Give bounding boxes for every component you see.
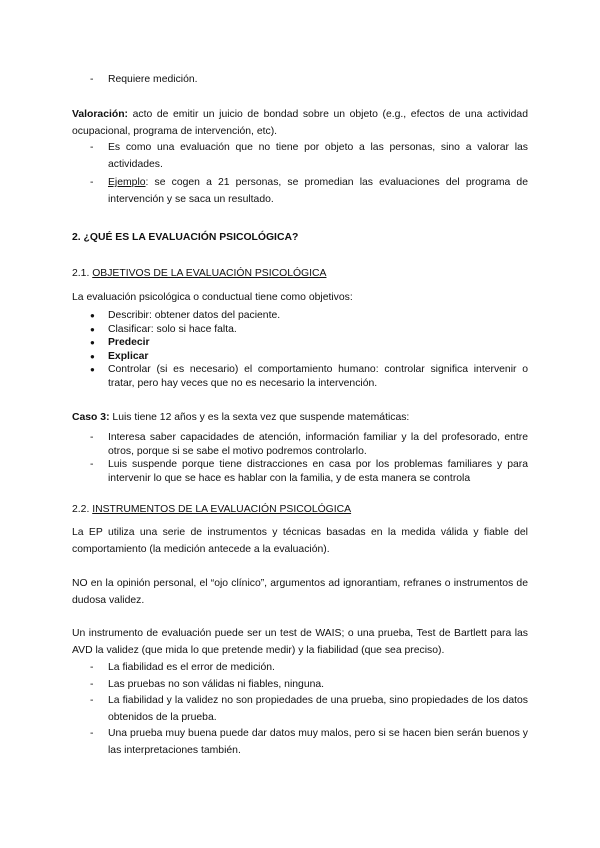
list-item-text: Luis suspende porque tiene distracciones en casa por los problemas familiares y para intervenir lo que se hace es hablar con la familia, y de esta manera se controla — [108, 459, 528, 484]
list-item — [72, 175, 528, 208]
list-item-text: Predecir — [108, 337, 150, 348]
list-item — [72, 726, 528, 759]
example-label: Ejemplo — [108, 177, 146, 188]
subsection-number: 2.1. — [72, 268, 93, 279]
objetivos-list — [72, 309, 528, 390]
objetivos-intro: La evaluación psicológica o conductual tiene como objetivos: — [72, 292, 353, 303]
caso3-paragraph — [72, 410, 528, 427]
list-item — [72, 431, 528, 458]
list-item-text: Requiere medición. — [108, 74, 198, 85]
section-heading: 2. ¿QUÉ ES LA EVALUACIÓN PSICOLÓGICA? — [72, 232, 299, 243]
list-item-text: Explicar — [108, 350, 149, 362]
subsection-heading-2-1 — [72, 266, 528, 283]
list-item-text: Clasificar: solo si hace falta. — [108, 323, 237, 335]
list-item-text: Interesa saber capacidades de atención, información familiar y la del profesorado, entre otros, porque si se sabe el motivo podremos controlarlo. — [108, 432, 528, 457]
top-list — [72, 72, 528, 89]
list-item — [72, 72, 528, 89]
list-item — [72, 323, 528, 337]
list-item — [72, 350, 528, 364]
list-item — [72, 660, 528, 677]
list-item — [72, 677, 528, 694]
list-item-text: Es como una evaluación que no tiene por objeto a las personas, sino a valorar las actividades. — [108, 142, 528, 170]
list-item — [72, 363, 528, 390]
list-item — [72, 458, 528, 485]
list-item — [72, 693, 528, 726]
instrumentos-paragraph-3: Un instrumento de evaluación puede ser un test de WAIS; o una prueba, Test de Bartlett para las AVD la validez (que mida lo que pretende medir) y la fiabilidad (que sea preciso). — [72, 628, 528, 656]
caso3-list — [72, 431, 528, 485]
subsection-number: 2.2. — [72, 504, 93, 515]
list-item — [72, 140, 528, 173]
list-item — [72, 336, 528, 350]
caso3-label: Caso 3: — [72, 412, 110, 423]
list-item-text: La fiabilidad es el error de medición. — [108, 662, 275, 673]
subsection-title: INSTRUMENTOS DE LA EVALUACIÓN PSICOLÓGICA — [92, 504, 352, 515]
valoracion-list — [72, 140, 528, 208]
subsection-title: OBJETIVOS DE LA EVALUACIÓN PSICOLÓGICA — [92, 268, 327, 279]
list-item-text: : se cogen a 21 personas, se promedian las evaluaciones del programa de intervención y se saca un resultado. — [108, 177, 528, 205]
instrumentos-paragraph-2: NO en la opinión personal, el “ojo clínico”, argumentos ad ignorantiam, refranes o instrumentos de dudosa validez. — [72, 578, 528, 606]
valoracion-paragraph — [72, 107, 528, 140]
list-item-text: Describir: obtener datos del paciente. — [108, 310, 281, 321]
instrumentos-paragraph-1: La EP utiliza una serie de instrumentos y técnicas basadas en la medida válida y fiable del comportamiento (la medición antecede a la evaluación). — [72, 527, 528, 555]
valoracion-term: Valoración: — [72, 109, 129, 120]
list-item-text: La fiabilidad y la validez no son propiedades de una prueba, sino propiedades de los datos obtenidos de la prueba. — [108, 695, 528, 723]
list-item — [72, 309, 528, 323]
list-item-text: Las pruebas no son válidas ni fiables, ninguna. — [108, 678, 325, 690]
caso3-text: Luis tiene 12 años y es la sexta vez que suspende matemáticas: — [109, 412, 410, 423]
list-item-text: Una prueba muy buena puede dar datos muy malos, pero si se hacen bien serán buenos y las interpretaciones también. — [108, 728, 528, 756]
subsection-heading-2-2 — [72, 502, 528, 519]
list-item-text: Controlar (si es necesario) el comportamiento humano: controlar significa intervenir o tratar, pero hay veces que no es necesario la intervención. — [108, 364, 528, 389]
instrumentos-list — [72, 660, 528, 759]
valoracion-text: acto de emitir un juicio de bondad sobre un objeto (e.g., efectos de una actividad ocupacional, programa de intervención, etc). — [72, 109, 528, 137]
